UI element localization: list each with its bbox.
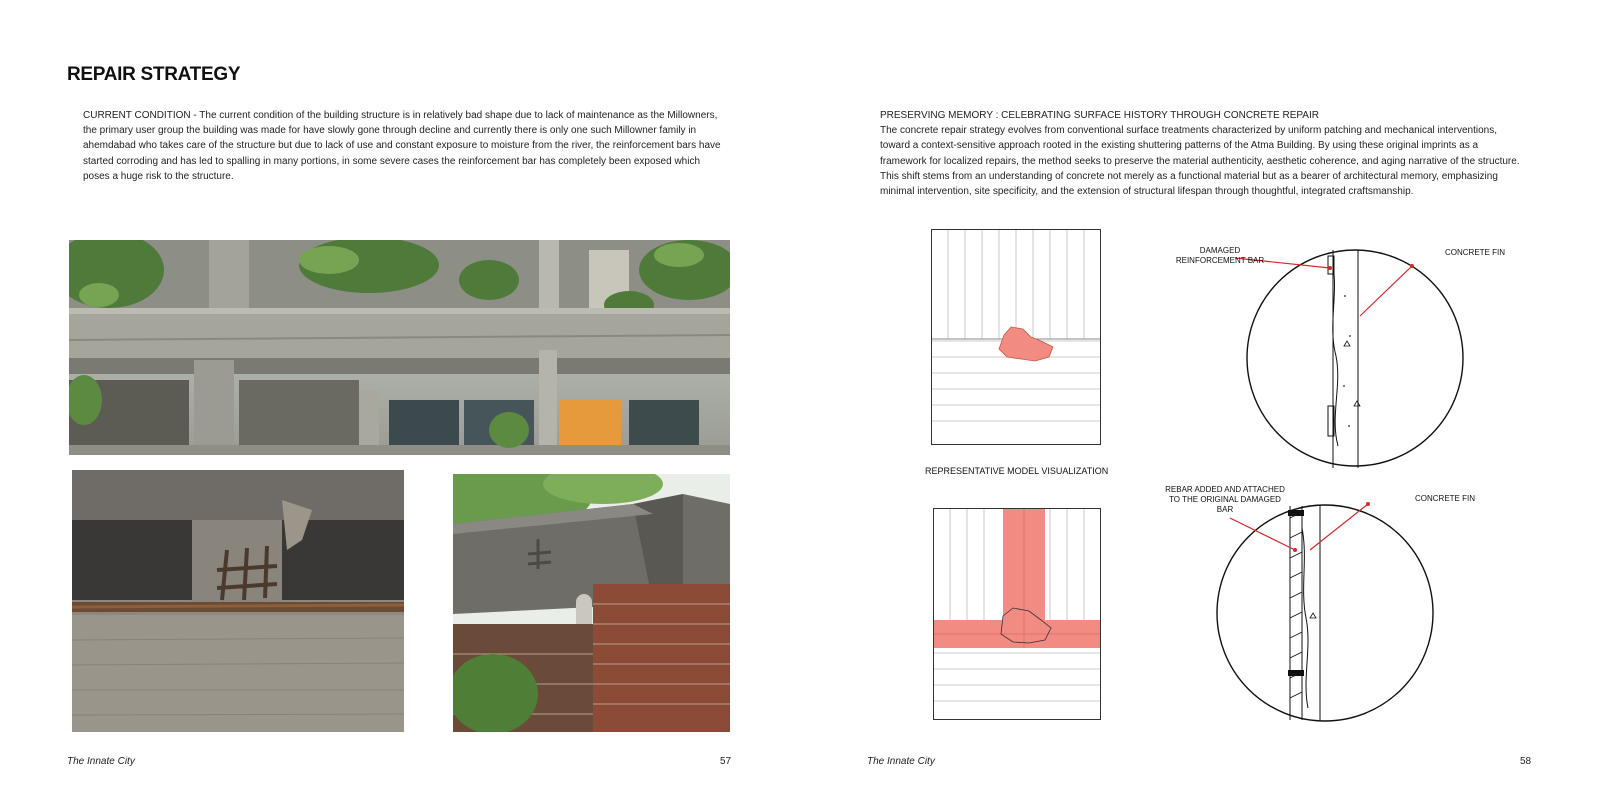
exposed-rebar-photo — [72, 470, 404, 732]
right-page-number: 58 — [1520, 756, 1532, 767]
section-subtitle: PRESERVING MEMORY : CELEBRATING SURFACE HISTORY THROUGH CONCRETE REPAIR — [880, 110, 1319, 121]
section-body: The concrete repair strategy evolves from conventional surface treatments characterized by uniform patching and mechanical interventions, toward a context-sensitive approach rooted in the existing shuttering patterns of the Atma Building. By using these original imprints as a framework for localized repairs, the method seeks to preserve the material authenticity, aesthetic coherence, and aging narrative of the structure. This shift stems from an understanding of concrete not merely as a functional material but as a bearer of architectural memory, emphasizing minimal intervention, site specificity, and the extension of structural lifespan through thoughtful, integrated craftsmanship. — [880, 125, 1520, 198]
left-page-number: 57 — [720, 756, 732, 767]
right-footer: The Innate City — [867, 756, 935, 767]
model-caption: REPRESENTATIVE MODEL VISUALIZATION — [925, 466, 1109, 476]
preserving-memory-text — [880, 108, 1520, 199]
label-concrete-fin-bottom: CONCRETE FIN — [1415, 494, 1475, 503]
label-rebar-added: REBAR ADDED AND ATTACHED TO THE ORIGINAL DAMAGED BAR — [1165, 485, 1285, 514]
beam-brick-photo — [453, 474, 730, 732]
rebar-added-section-diagram — [1150, 498, 1480, 728]
patch-repair-panel — [931, 229, 1101, 445]
damaged-section-diagram — [1160, 236, 1480, 476]
current-condition-text: CURRENT CONDITION - The current condition of the building structure is in relatively bad shape due to lack of maintenance as the Millowners, the primary user group the building was made for have slowly gone through decline and currently there is only one such Millowner family in ahemdabad who takes care of the structure but due to lack of use and constant exposure to moisture from the river, the reinforcement bars have started corroding and has led to spalling in many portions, in some severe cases the reinforcement bar has completely been exposed which poses a huge risk to the structure. — [83, 110, 721, 182]
label-damaged-bar: DAMAGED REINFORCEMENT BAR — [1175, 246, 1265, 265]
left-footer: The Innate City — [67, 756, 135, 767]
page-title: REPAIR STRATEGY — [67, 64, 241, 85]
facade-photo — [69, 240, 730, 455]
grid-repair-panel — [933, 508, 1101, 720]
label-concrete-fin-top: CONCRETE FIN — [1445, 248, 1505, 257]
